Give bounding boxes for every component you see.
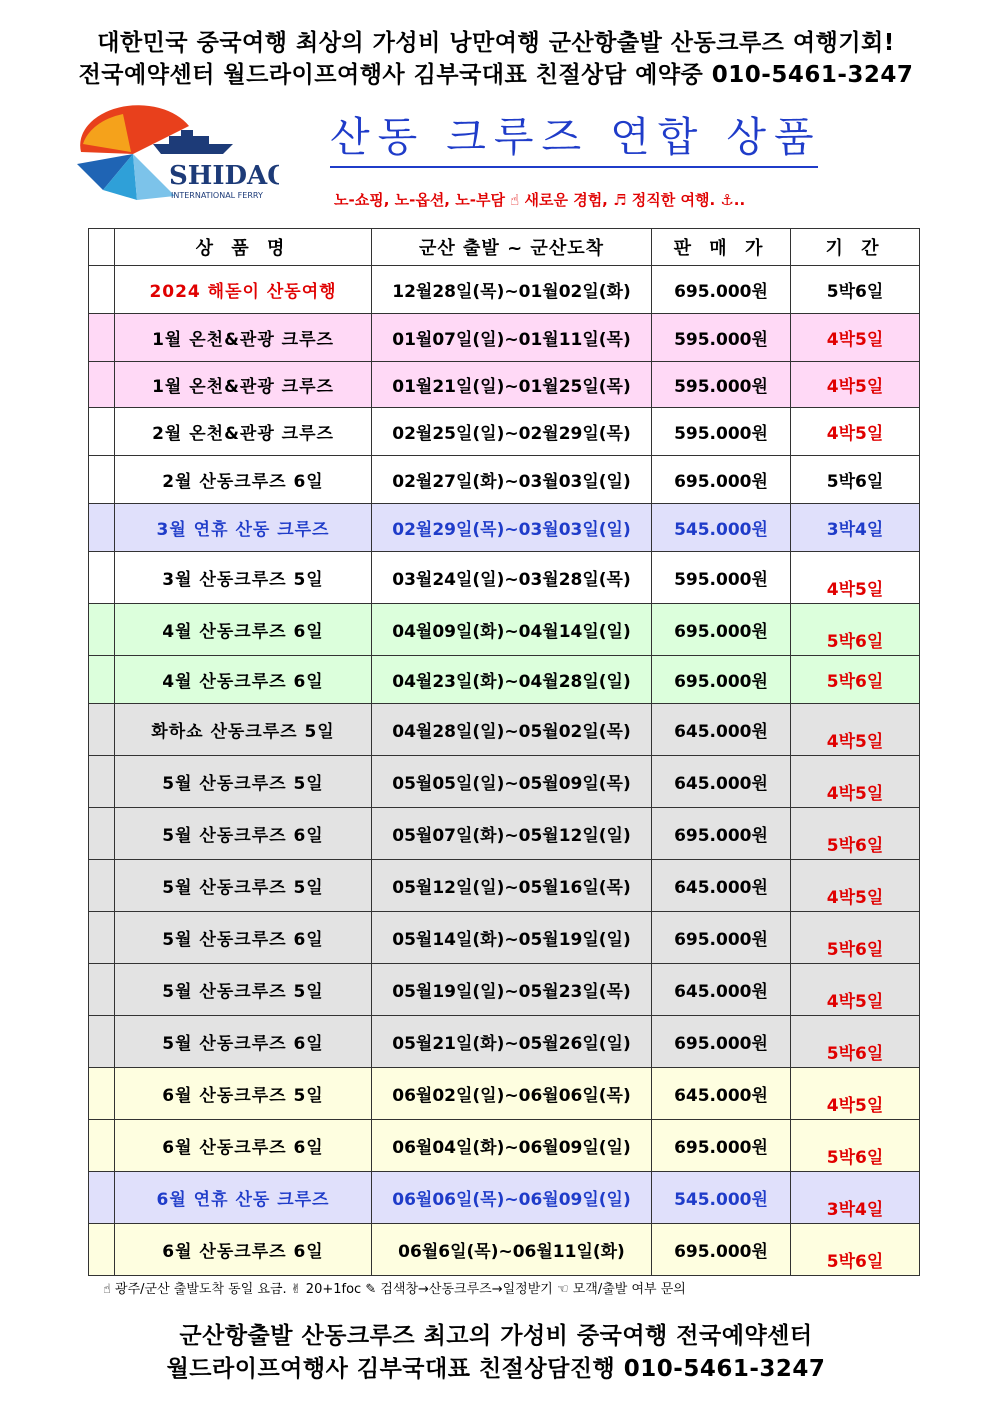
table-row [89,408,920,456]
travel-dates: 03월24일(일)~03월28일(목) [372,552,652,604]
table-row [89,1016,920,1068]
row-blank-cell [89,504,115,552]
price: 645.000원 [652,964,791,1016]
travel-dates: 04월09일(화)~04월14일(일) [372,604,652,656]
header-price: 판 매 가 [652,229,791,266]
duration-text: 5박6일 [826,672,884,692]
price: 695.000원 [652,1120,791,1172]
header-duration: 기 간 [791,229,920,266]
price: 645.000원 [652,756,791,808]
table-row [89,912,920,964]
duration-text: 4박5일 [826,992,884,1012]
product-name: 6월 연휴 산동 크루즈 [115,1172,372,1224]
product-name: 4월 산동크루즈 6일 [115,604,372,656]
product-name: 화하쇼 산동크루즈 5일 [115,704,372,756]
table-row [89,362,920,408]
footer-line-1: 군산항출발 산동크루즈 최고의 가성비 중국여행 전국예약센터 [179,1323,813,1349]
product-name: 5월 산동크루즈 5일 [115,756,372,808]
product-name: 1월 온천&관광 크루즈 [115,314,372,362]
table-row [89,756,920,808]
row-blank-cell [89,860,115,912]
duration-text: 4박5일 [826,330,884,350]
duration-text: 5박6일 [826,940,884,960]
product-name: 5월 산동크루즈 5일 [115,964,372,1016]
duration [791,756,920,808]
travel-dates: 02월25일(일)~02월29일(목) [372,408,652,456]
logo-brand-text: SHIDAO [169,161,279,191]
row-blank-cell [89,912,115,964]
travel-dates: 05월05일(일)~05월09일(목) [372,756,652,808]
duration-text: 4박5일 [826,784,884,804]
table-row [89,964,920,1016]
row-blank-cell [89,456,115,504]
product-name: 3월 산동크루즈 5일 [115,552,372,604]
price: 645.000원 [652,860,791,912]
duration [791,456,920,504]
price: 545.000원 [652,504,791,552]
duration-text: 4박5일 [826,888,884,908]
price: 695.000원 [652,808,791,860]
duration [791,1068,920,1120]
product-name: 5월 산동크루즈 6일 [115,912,372,964]
travel-dates: 02월27일(화)~03월03일(일) [372,456,652,504]
table-row [89,504,920,552]
duration-text: 3박4일 [826,520,884,540]
product-name: 4월 산동크루즈 6일 [115,656,372,704]
duration-text: 5박6일 [826,1252,884,1272]
table-row [89,704,920,756]
table-row [89,456,920,504]
duration-text: 5박6일 [826,282,884,302]
duration-text: 4박5일 [826,580,884,600]
header-line-2: 전국예약센터 월드라이프여행사 김부국대표 친절상담 예약중 010-5461-3247 [78,62,914,88]
duration [791,704,920,756]
duration [791,808,920,860]
row-blank-cell [89,1120,115,1172]
duration-text: 5박6일 [826,1044,884,1064]
table-row [89,1224,920,1276]
duration [791,362,920,408]
duration-text: 4박5일 [826,377,884,397]
row-blank-cell [89,604,115,656]
logo-sub-text: INTERNATIONAL FERRY [171,191,263,200]
row-blank-cell [89,756,115,808]
price: 645.000원 [652,1068,791,1120]
product-name: 5월 산동크루즈 6일 [115,1016,372,1068]
travel-dates: 06월02일(일)~06월06일(목) [372,1068,652,1120]
row-blank-cell [89,704,115,756]
page-title: 산동 크루즈 연합 상품 [330,112,818,168]
product-name: 5월 산동크루즈 6일 [115,808,372,860]
duration-text: 5박6일 [826,1148,884,1168]
table-row [89,266,920,314]
product-name: 6월 산동크루즈 6일 [115,1224,372,1276]
price: 695.000원 [652,266,791,314]
price: 695.000원 [652,604,791,656]
product-table [88,228,920,1276]
price: 645.000원 [652,704,791,756]
table-row [89,1068,920,1120]
duration [791,1224,920,1276]
product-name: 5월 산동크루즈 5일 [115,860,372,912]
table-row [89,656,920,704]
table-header-row [89,229,920,266]
duration-text: 5박6일 [826,632,884,652]
table-row [89,1120,920,1172]
duration [791,604,920,656]
duration [791,1120,920,1172]
duration [791,1172,920,1224]
duration [791,408,920,456]
footer-line-2: 월드라이프여행사 김부국대표 친절상담진행 010-5461-3247 [166,1356,826,1382]
travel-dates: 01월21일(일)~01월25일(목) [372,362,652,408]
duration [791,656,920,704]
table-row [89,860,920,912]
price: 595.000원 [652,314,791,362]
travel-dates: 01월07일(일)~01월11일(목) [372,314,652,362]
price: 595.000원 [652,362,791,408]
duration [791,552,920,604]
table-row [89,808,920,860]
price: 695.000원 [652,1016,791,1068]
duration [791,860,920,912]
price: 545.000원 [652,1172,791,1224]
price: 695.000원 [652,912,791,964]
price: 695.000원 [652,1224,791,1276]
table-row [89,314,920,362]
row-blank-cell [89,1016,115,1068]
travel-dates: 06월6일(목)~06월11일(화) [372,1224,652,1276]
price: 695.000원 [652,656,791,704]
duration-text: 4박5일 [826,424,884,444]
price: 595.000원 [652,552,791,604]
travel-dates: 05월19일(일)~05월23일(목) [372,964,652,1016]
travel-dates: 06월04일(화)~06월09일(일) [372,1120,652,1172]
duration-text: 4박5일 [826,732,884,752]
travel-dates: 05월07일(화)~05월12일(일) [372,808,652,860]
table-row [89,604,920,656]
header-dates: 군산 출발 ~ 군산도착 [372,229,652,266]
product-name: 6월 산동크루즈 6일 [115,1120,372,1172]
footnote: ☝ 광주/군산 출발도착 동일 요금. ✌ 20+1foc ✎ 검색창→산동크루즈→일정받기 ☜ 모객/출발 여부 문의 [103,1282,686,1297]
travel-dates: 04월23일(화)~04월28일(일) [372,656,652,704]
row-blank-cell [89,362,115,408]
travel-dates: 04월28일(일)~05월02일(목) [372,704,652,756]
duration-text: 4박5일 [826,1096,884,1116]
duration [791,314,920,362]
duration [791,912,920,964]
product-name: 2월 온천&관광 크루즈 [115,408,372,456]
travel-dates: 06월06일(목)~06월09일(일) [372,1172,652,1224]
table-row [89,1172,920,1224]
row-blank-cell [89,408,115,456]
header-product-name: 상 품 명 [115,229,372,266]
row-blank-cell [89,808,115,860]
travel-dates: 05월14일(화)~05월19일(일) [372,912,652,964]
duration [791,1016,920,1068]
duration [791,266,920,314]
product-name: 3월 연휴 산동 크루즈 [115,504,372,552]
row-blank-cell [89,656,115,704]
product-name: 2월 산동크루즈 6일 [115,456,372,504]
travel-dates: 05월12일(일)~05월16일(목) [372,860,652,912]
duration [791,504,920,552]
travel-dates: 02월29일(목)~03월03일(일) [372,504,652,552]
header-blank-cell [89,229,115,266]
travel-dates: 05월21일(화)~05월26일(일) [372,1016,652,1068]
product-name: 6월 산동크루즈 5일 [115,1068,372,1120]
travel-dates: 12월28일(목)~01월02일(화) [372,266,652,314]
product-name: 2024 해돋이 산동여행 [115,266,372,314]
tagline: 노-쇼핑, 노-옵션, 노-부담 ☝ 새로운 경험, ♬ 정직한 여행. ⚓.. [334,191,746,209]
row-blank-cell [89,1068,115,1120]
price: 695.000원 [652,456,791,504]
shidao-ferry-logo [73,104,279,206]
row-blank-cell [89,964,115,1016]
duration-text: 5박6일 [826,836,884,856]
table-row [89,552,920,604]
header-line-1: 대한민국 중국여행 최상의 가성비 낭만여행 군산항출발 산동크루즈 여행기회! [97,30,895,56]
row-blank-cell [89,314,115,362]
row-blank-cell [89,266,115,314]
row-blank-cell [89,1172,115,1224]
duration-text: 3박4일 [826,1200,884,1220]
product-name: 1월 온천&관광 크루즈 [115,362,372,408]
duration-text: 5박6일 [826,472,884,492]
row-blank-cell [89,552,115,604]
price: 595.000원 [652,408,791,456]
row-blank-cell [89,1224,115,1276]
duration [791,964,920,1016]
